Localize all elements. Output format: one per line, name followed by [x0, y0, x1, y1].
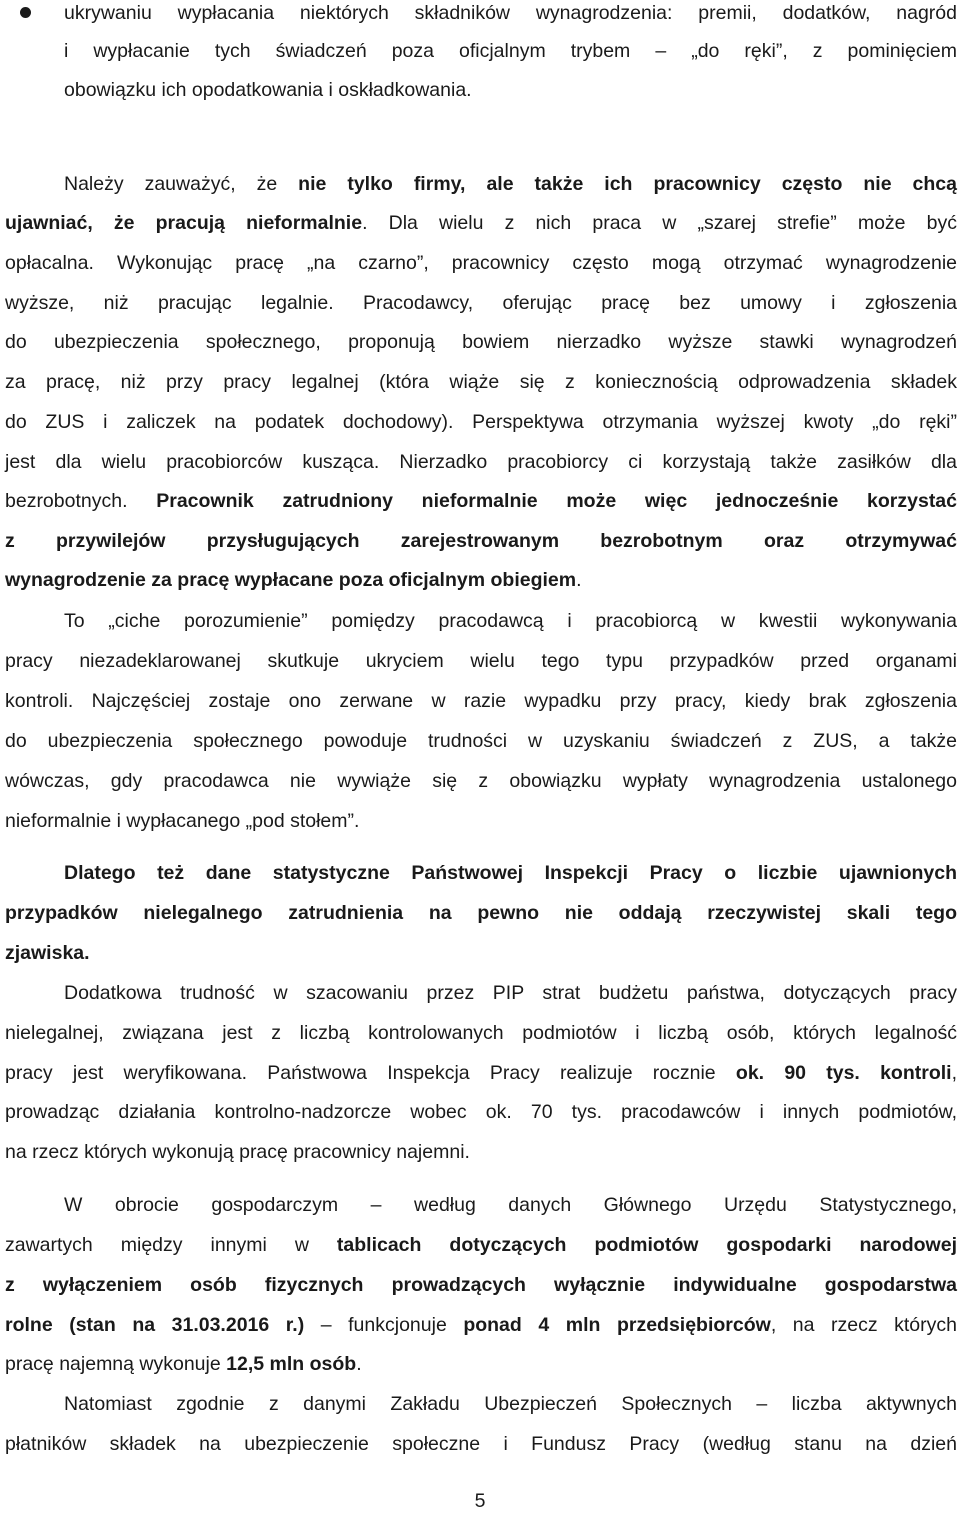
bullet-line: i wypłacanie tych świadczeń poza oficjalnym trybem – „do ręki”, z pominięciem: [64, 40, 957, 62]
text-line: W obrocie gospodarczym – według danych Głównego Urzędu Statystycznego,: [64, 1194, 957, 1216]
bullet-icon: [20, 7, 31, 18]
text-line: pracy niezadeklarowanej skutkuje ukryciem wielu tego typu przypadków przed organami: [5, 650, 957, 672]
text-line: nielegalnej, związana jest z liczbą kontrolowanych podmiotów i liczbą osób, których legalność: [5, 1022, 957, 1044]
text-line: wyższe, niż pracując legalnie. Pracodawcy, oferując pracę bez umowy i zgłoszenia: [5, 292, 957, 314]
text-line: ujawniać, że pracują nieformalnie. Dla wielu z nich praca w „szarej strefie” może być: [5, 212, 958, 234]
bullet-line: ukrywaniu wypłacania niektórych składników wynagrodzenia: premii, dodatków, nagród: [64, 2, 957, 24]
text-line: jest dla wielu pracobiorców kusząca. Nierzadko pracobiorcy ci korzystają także zasiłków dla: [5, 451, 957, 473]
text-line: To „ciche porozumienie” pomiędzy pracodawcą i pracobiorcą w kwestii wykonywania: [64, 610, 957, 632]
text-line: z przywilejów przysługujących zarejestrowanym bezrobotnym oraz otrzymywać: [5, 530, 957, 552]
text-line: rolne (stan na 31.03.2016 r.) – funkcjonuje ponad 4 mln przedsiębiorców, na rzecz których: [5, 1314, 957, 1336]
text-line: wynagrodzenie za pracę wypłacane poza oficjalnym obiegiem.: [5, 569, 582, 591]
text-line: do ubezpieczenia społecznego powoduje trudności w uzyskaniu świadczeń z ZUS, a także: [5, 730, 957, 752]
page-number: 5: [474, 1490, 486, 1512]
text-line: Dodatkowa trudność w szacowaniu przez PIP strat budżetu państwa, dotyczących pracy: [64, 982, 957, 1004]
text-line: Dlatego też dane statystyczne Państwowej Inspekcji Pracy o liczbie ujawnionych: [64, 862, 957, 884]
text-line: pracy jest weryfikowana. Państwowa Inspekcja Pracy realizuje rocznie ok. 90 tys. kontroli,: [5, 1062, 957, 1084]
text-line: zawartych między innymi w tablicach dotyczących podmiotów gospodarki narodowej: [5, 1234, 957, 1256]
text-line: Należy zauważyć, że nie tylko firmy, ale także ich pracownicy często nie chcą: [64, 173, 957, 195]
text-line: zjawiska.: [5, 942, 90, 964]
text-line: płatników składek na ubezpieczenie społeczne i Fundusz Pracy (według stanu na dzień: [5, 1433, 957, 1455]
text-line: na rzecz których wykonują pracę pracownicy najemni.: [5, 1141, 470, 1163]
text-line: nieformalnie i wypłacanego „pod stołem”.: [5, 810, 360, 832]
text-line: opłacalna. Wykonując pracę „na czarno”, pracownicy często mogą otrzymać wynagrodzenie: [5, 252, 957, 274]
text-line: za pracę, niż przy pracy legalnej (która wiąże się z koniecznością odprowadzenia składek: [5, 371, 957, 393]
text-line: wówczas, gdy pracodawca nie wywiąże się z obowiązku wypłaty wynagrodzenia ustalonego: [5, 770, 957, 792]
text-line: Natomiast zgodnie z danymi Zakładu Ubezpieczeń Społecznych – liczba aktywnych: [64, 1393, 957, 1415]
text-line: kontroli. Najczęściej zostaje ono zerwane w razie wypadku przy pracy, kiedy brak zgłoszenia: [5, 690, 957, 712]
text-line: do ubezpieczenia społecznego, proponują bowiem nierzadko wyższe stawki wynagrodzeń: [5, 331, 957, 353]
text-line: z wyłączeniem osób fizycznych prowadzących wyłącznie indywidualne gospodarstwa: [5, 1274, 957, 1296]
text-line: prowadząc działania kontrolno-nadzorcze wobec ok. 70 tys. pracodawców i innych podmiotów,: [5, 1101, 957, 1123]
text-line: pracę najemną wykonuje 12,5 mln osób.: [5, 1353, 362, 1375]
text-line: do ZUS i zaliczek na podatek dochodowy). Perspektywa otrzymania wyższej kwoty „do ręki”: [5, 411, 957, 433]
text-line: bezrobotnych. Pracownik zatrudniony nieformalnie może więc jednocześnie korzystać: [5, 490, 958, 512]
bullet-line: obowiązku ich opodatkowania i oskładkowania.: [64, 79, 472, 101]
text-line: przypadków nielegalnego zatrudnienia na pewno nie oddają rzeczywistej skali tego: [5, 902, 957, 924]
